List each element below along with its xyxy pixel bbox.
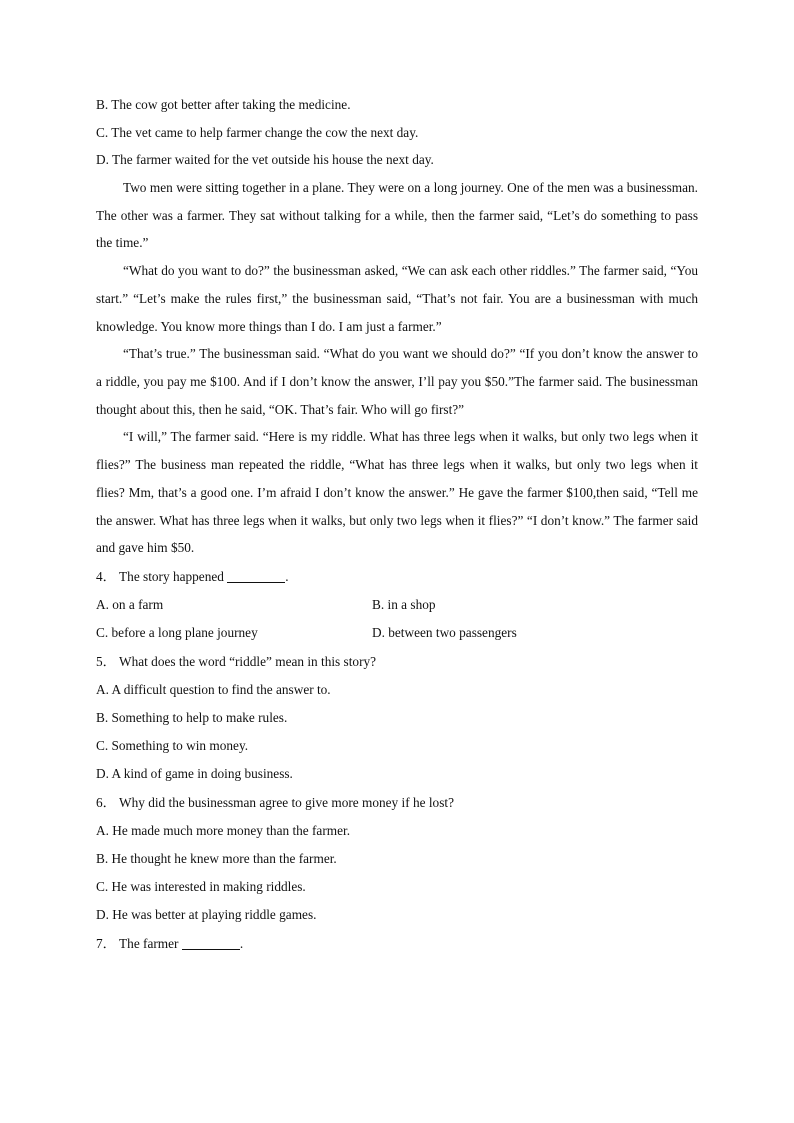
prev-option-d: D. The farmer waited for the vet outside his house the next day.	[96, 152, 434, 168]
question-4-option-b: B. in a shop	[372, 596, 436, 612]
question-5-option-d: D. A kind of game in doing business.	[96, 765, 293, 781]
question-4	[96, 562, 698, 591]
passage-paragraph-1: Two men were sitting together in a plane. They were on a long journey. One of the men was a businessman. The other was a farmer. They sat without talking for a while, then the farmer said, “Let’s do something to pass the time.”	[96, 180, 698, 251]
question-7-number: 7．	[96, 935, 116, 951]
question-6-number: 6．	[96, 794, 116, 810]
question-6-option-d: D. He was better at playing riddle games.	[96, 906, 317, 922]
passage-paragraph-3: “That’s true.” The businessman said. “What do you want we should do?” “If you don’t know the answer to a riddle, you pay me $100. And if I don’t know the answer, I’ll pay you $50.”The farmer said. The businessman thought about this, then he said, “OK. That’s fair. Who will go first?”	[96, 346, 698, 417]
question-5-number: 5．	[96, 653, 116, 669]
prev-option-b: B. The cow got better after taking the medicine.	[96, 97, 351, 112]
document-page	[96, 91, 698, 958]
question-6-text: Why did the businessman agree to give more money if he lost?	[119, 794, 454, 810]
question-4-blank	[227, 568, 285, 583]
question-4-option-d: D. between two passengers	[372, 624, 517, 640]
question-4-option-a: A. on a farm	[96, 596, 164, 612]
question-5-option-b: B. Something to help to make rules.	[96, 709, 288, 725]
question-4-option-c: C. before a long plane journey	[96, 624, 258, 640]
passage-paragraph-4: “I will,” The farmer said. “Here is my riddle. What has three legs when it walks, but only two legs when it flies?” The business man repeated the riddle, “What has three legs when it walks, but only two legs when it flies? Mm, that’s a good one. I’m afraid I don’t know the answer.” He gave the farmer $100,then said, “Tell me the answer. What has three legs when it walks, but only two legs when it flies?” “I don’t know.” The farmer said and gave him $50.	[96, 429, 698, 556]
question-6-option-a: A. He made much more money than the farmer.	[96, 822, 351, 838]
passage-paragraph-2: “What do you want to do?” the businessman asked, “We can ask each other riddles.” The farmer said, “You start.” “Let’s make the rules first,” the businessman said, “That’s not fair. You are a businessman with much knowledge. You know more things than I do. I am just a farmer.”	[96, 263, 698, 334]
question-4-options-row-1	[96, 591, 698, 619]
question-4-options-row-2	[96, 619, 698, 647]
question-5-text: What does the word “riddle” mean in this story?	[119, 653, 377, 669]
question-6	[96, 788, 698, 817]
question-4-end: .	[285, 568, 289, 584]
question-7	[96, 929, 698, 958]
question-7-blank	[182, 935, 240, 950]
question-5-option-a: A. A difficult question to find the answer to.	[96, 681, 331, 697]
question-4-text: The story happened	[119, 568, 224, 584]
question-7-text: The farmer	[119, 935, 179, 951]
question-5-option-c: C. Something to win money.	[96, 737, 249, 753]
prev-option-c: C. The vet came to help farmer change the cow the next day.	[96, 124, 419, 140]
question-4-number: 4．	[96, 568, 116, 584]
question-7-end: .	[239, 935, 244, 951]
question-5	[96, 647, 698, 676]
question-6-option-c: C. He was interested in making riddles.	[96, 878, 306, 894]
question-6-option-b: B. He thought he knew more than the farmer.	[96, 850, 337, 866]
